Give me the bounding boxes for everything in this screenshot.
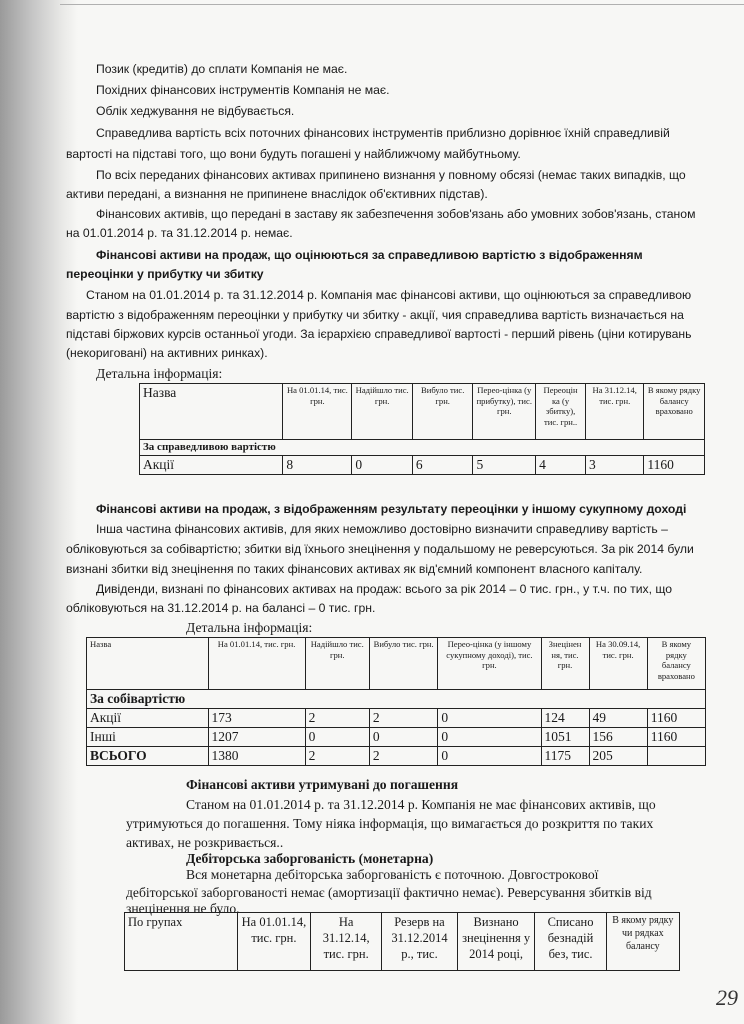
col-header: Надійшло тис. грн. [305,638,369,690]
cell [647,747,705,766]
col-header: На 31.12.14, тис. грн. [311,913,382,971]
section-heading: переоцінки у прибутку чи збитку [66,267,264,281]
cell: 1051 [541,728,589,747]
cell: 2 [369,747,437,766]
detail-label: Детальна інформація: [96,366,223,381]
section-heading: Дебіторська заборгованість (монетарна) [186,851,434,866]
cell: 2 [305,709,369,728]
cell: 156 [589,728,647,747]
text-line: вартості на підставі того, що вони будуть погашені у найближчому майбутньому. [66,147,521,161]
col-header: Перео-цінка (у прибутку), тис. грн. [473,384,536,440]
cell-name: Інші [87,728,209,747]
cell: 173 [208,709,305,728]
text-line: визнані збитки від знецінення по таких фінансових активах як від'ємний компонент власного капіталу. [66,562,643,576]
table-row [140,456,705,475]
cell: 1207 [208,728,305,747]
col-header: На 01.01.14, тис. грн. [208,638,305,690]
col-header: В якому рядку балансу враховано [647,638,705,690]
cell: 1175 [541,747,589,766]
col-header: Надійшло тис. грн. [352,384,413,440]
cell: 2 [369,709,437,728]
col-header: Списано безнадій без, тис. [535,913,606,971]
cell: 1160 [647,709,705,728]
text-line: дебіторської заборгованості немає (амортизації фактично немає). Реверсування збитків від [126,885,652,900]
section-heading: Фінансові активи утримувані до погашення [186,777,459,792]
col-header: Вибуло тис. грн. [412,384,473,440]
col-header-name: По групах [125,913,238,971]
col-header: Визнано знецінення у 2014 році, [457,913,535,971]
text-line: По всіх переданих фінансових активах припинено визнання у повному обсязі (немає таких випадків, що [96,168,686,182]
text-line: Справедлива вартість всіх поточних фінансових інструментів приблизно дорівнює їхній справедливій [96,126,670,140]
cell: 0 [305,728,369,747]
text-line: обліковуються за собівартістю; збитки від їхнього знецінення у подальшому не реверсуються. За рік 2014 були [66,542,694,556]
text-line: Позик (кредитів) до сплати Компанія не має. [96,62,348,76]
table-row-total [87,747,706,766]
table-row [87,728,706,747]
cell: 49 [589,709,647,728]
col-header: Резерв на 31.12.2014 р., тис. [382,913,458,971]
cell: 6 [412,456,473,475]
cell: 1160 [647,728,705,747]
text-line: Станом на 01.01.2014 р. та 31.12.2014 р. Компанія має фінансові активи, що оцінюються за справедливою [86,288,692,302]
col-header: Вибуло тис. грн. [369,638,437,690]
text-line: вартістю з відображенням переоцінки у прибутку чи збитку - акції, чия справедлива вартість визначається на [66,308,684,322]
text-line: знецінення не було. [126,901,240,916]
cell-name: Акції [140,456,283,475]
col-header: В якому рядку чи рядках балансу [606,913,679,971]
cell: 0 [438,728,541,747]
cell: 2 [305,747,369,766]
col-header: Переоцін ка (у збитку), тис. грн.. [536,384,586,440]
text-line: Дивіденди, визнані по фінансових активах на продаж: всього за рік 2014 – 0 тис. грн., у т.ч. по тих, що [96,582,673,596]
fair-value-table [139,383,705,475]
receivables-table [124,912,680,971]
cell-name: ВСЬОГО [87,747,209,766]
cell: 8 [283,456,352,475]
col-header: На 01.01.14, тис. грн. [283,384,352,440]
cell: 3 [586,456,644,475]
text-line: підставі біржових курсів останньої угоди. За ієрархією справедливої вартості - перший рівень (ціни котирувань [66,327,692,341]
cost-table [86,637,706,766]
text-line: Станом на 01.01.2014 р. та 31.12.2014 р. Компанія не має фінансових активів, що [186,797,656,812]
cell: 124 [541,709,589,728]
col-header: В якому рядку балансу враховано [644,384,705,440]
section-heading: Фінансові активи на продаж, з відображенням результату переоцінки у іншому сукупному доході [96,502,687,516]
text-line: Інша частина фінансових активів, для яких неможливо достовірно визначити справедливу вартість – [96,522,668,536]
col-header: На 30.09.14, тис. грн. [589,638,647,690]
cell-name: Акції [87,709,209,728]
cell: 1160 [644,456,705,475]
text-line: Фінансових активів, що передані в заставу як забезпечення зобов'язань або умовних зобов'язань, станом [96,207,696,221]
cell: 4 [536,456,586,475]
table-row [87,709,706,728]
text-line: активах, не розкривається.. [126,835,284,850]
cell: 1380 [208,747,305,766]
text-line: обліковуються на 31.12.2014 р. на балансі – 0 тис. грн. [66,601,376,615]
cell: 0 [352,456,413,475]
cell: 0 [438,747,541,766]
cell: 0 [438,709,541,728]
detail-label: Детальна інформація: [186,620,313,635]
page-edge [60,4,744,5]
page-number: 29 [716,985,738,1010]
text-line: Похідних фінансових інструментів Компанія не має. [96,83,390,97]
col-header: Перео-цінка (у іншому сукупному доході), тис. грн. [438,638,541,690]
group-row: За справедливою вартістю [140,440,705,456]
text-line: (некориговані) на активних ринках). [66,346,268,360]
text-line: утримуються до погашення. Тому ніяка інформація, що вимагається до розкриття по таких [126,816,654,831]
cell: 5 [473,456,536,475]
text-line: на 01.01.2014 р. та 31.12.2014 р. немає. [66,226,293,240]
col-header: На 31.12.14, тис. грн. [586,384,644,440]
group-row: За собівартістю [87,690,706,709]
cell: 0 [369,728,437,747]
section-heading: Фінансові активи на продаж, що оцінюються за справедливою вартістю з відображенням [96,248,643,262]
cell: 205 [589,747,647,766]
col-header-name: Назва [140,384,283,440]
text-line: Вся монетарна дебіторська заборгованість є поточною. Довгострокової [186,867,599,882]
text-line: активи передані, а визнання не припинене внаслідок об'єктивних підстав). [66,187,488,201]
col-header-name: Назва [87,638,209,690]
col-header: Знецінен ня, тис. грн. [541,638,589,690]
col-header: На 01.01.14, тис. грн. [237,913,310,971]
text-line: Облік хеджування не відбувається. [96,104,295,118]
